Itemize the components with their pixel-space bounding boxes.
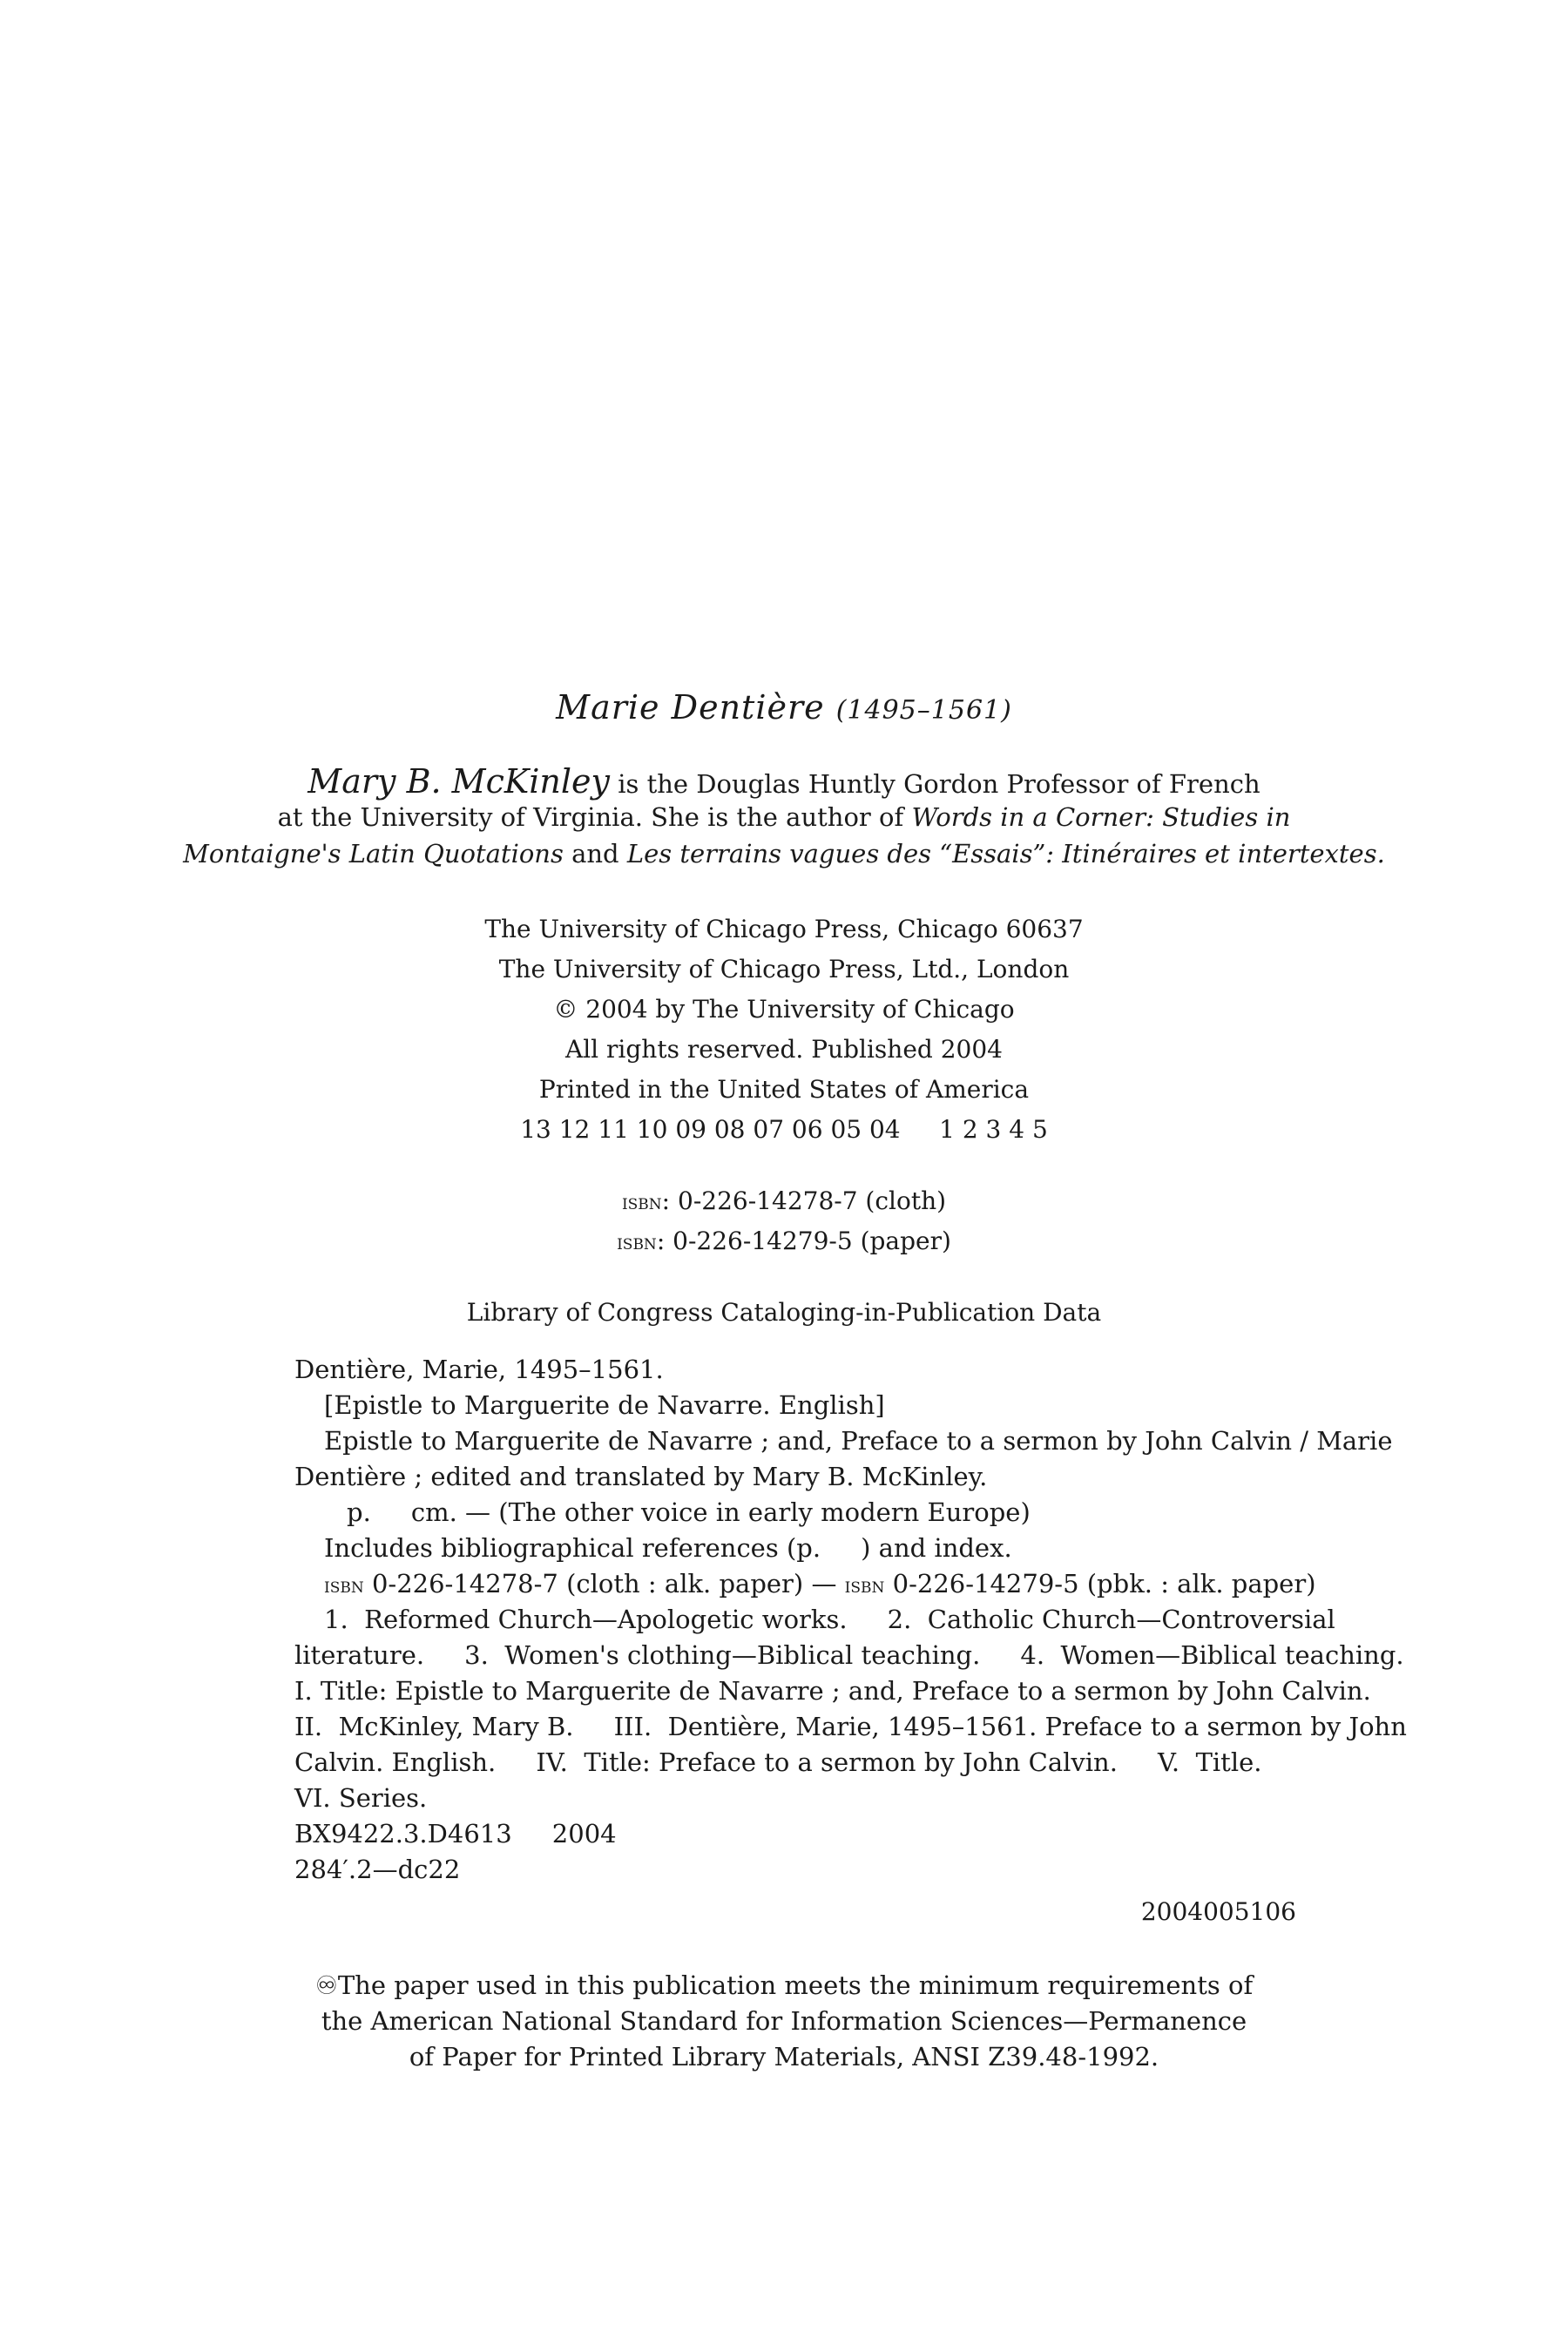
isbn-paper: isbn: 0-226-14279-5 (paper): [617, 1227, 951, 1255]
paper-note-line-2: the American National Standard for Information Sciences—Permanence: [321, 2006, 1247, 2036]
cip-line: II. McKinley, Mary B. III. Dentière, Marie, 1495–1561. Preface to a sermon by John: [294, 1712, 1407, 1741]
print-numbers: 13 12 11 10 09 08 07 06 05 04 1 2 3 4 5: [520, 1115, 1048, 1144]
copyright-line: © 2004 by The University of Chicago: [553, 995, 1015, 1024]
lc-control-number: 2004005106: [1140, 1897, 1296, 1926]
rights-line: All rights reserved. Published 2004: [564, 1035, 1003, 1064]
cip-heading: Library of Congress Cataloging-in-Publication Data: [466, 1298, 1102, 1327]
author-name: Mary B. McKinley: [308, 762, 610, 801]
bio-line-3: Montaigne's Latin Quotations and Les terrains vagues des “Essais”: Itinéraires et intertextes.: [183, 839, 1385, 868]
title-name: Marie Dentière: [556, 688, 825, 727]
bio-line-1: Mary B. McKinley is the Douglas Huntly Gordon Professor of French: [308, 762, 1260, 801]
call-number: BX9422.3.D4613 2004: [294, 1819, 617, 1848]
title-years: (1495–1561): [835, 695, 1012, 726]
paper-note-line-1: ♾The paper used in this publication meets the minimum requirements of: [314, 1970, 1254, 2000]
printed-line: Printed in the United States of America: [538, 1075, 1030, 1104]
bio-line-2: at the University of Virginia. She is the author of Words in a Corner: Studies in: [277, 802, 1291, 832]
isbn-cloth: isbn: 0-226-14278-7 (cloth): [621, 1186, 947, 1215]
cip-line: VI. Series.: [294, 1783, 428, 1813]
cip-line: literature. 3. Women's clothing—Biblical teaching. 4. Women—Biblical teaching.: [294, 1640, 1404, 1670]
cip-line: Includes bibliographical references (p. ) and index.: [324, 1533, 1012, 1563]
cip-line: Dentière, Marie, 1495–1561.: [294, 1355, 664, 1384]
cip-line: 1. Reformed Church—Apologetic works. 2. Catholic Church—Controversial: [324, 1605, 1335, 1634]
infinity-paper-icon: ♾: [314, 1970, 338, 2000]
cip-line: Calvin. English. IV. Title: Preface to a sermon by John Calvin. V. Title.: [294, 1747, 1262, 1777]
publisher-line: The University of Chicago Press, Ltd., London: [498, 955, 1070, 983]
series-title: [0, 688, 1568, 727]
cip-line: [Epistle to Marguerite de Navarre. English]: [324, 1390, 885, 1420]
cip-isbn-line: isbn 0-226-14278-7 (cloth : alk. paper) — isbn 0-226-14279-5 (pbk. : alk. paper): [324, 1569, 1316, 1598]
publisher-line: The University of Chicago Press, Chicago 60637: [484, 915, 1084, 943]
cip-line: Epistle to Marguerite de Navarre ; and, Preface to a sermon by John Calvin / Marie: [324, 1426, 1393, 1456]
dewey-number: 284′.2—dc22: [294, 1855, 461, 1884]
cip-line: Dentière ; edited and translated by Mary B. McKinley.: [294, 1462, 988, 1491]
cip-line: p. cm. — (The other voice in early modern Europe): [347, 1497, 1031, 1527]
paper-note-line-3: of Paper for Printed Library Materials, ANSI Z39.48-1992.: [409, 2042, 1159, 2072]
cip-line: I. Title: Epistle to Marguerite de Navarre ; and, Preface to a sermon by John Calvin.: [294, 1676, 1371, 1706]
